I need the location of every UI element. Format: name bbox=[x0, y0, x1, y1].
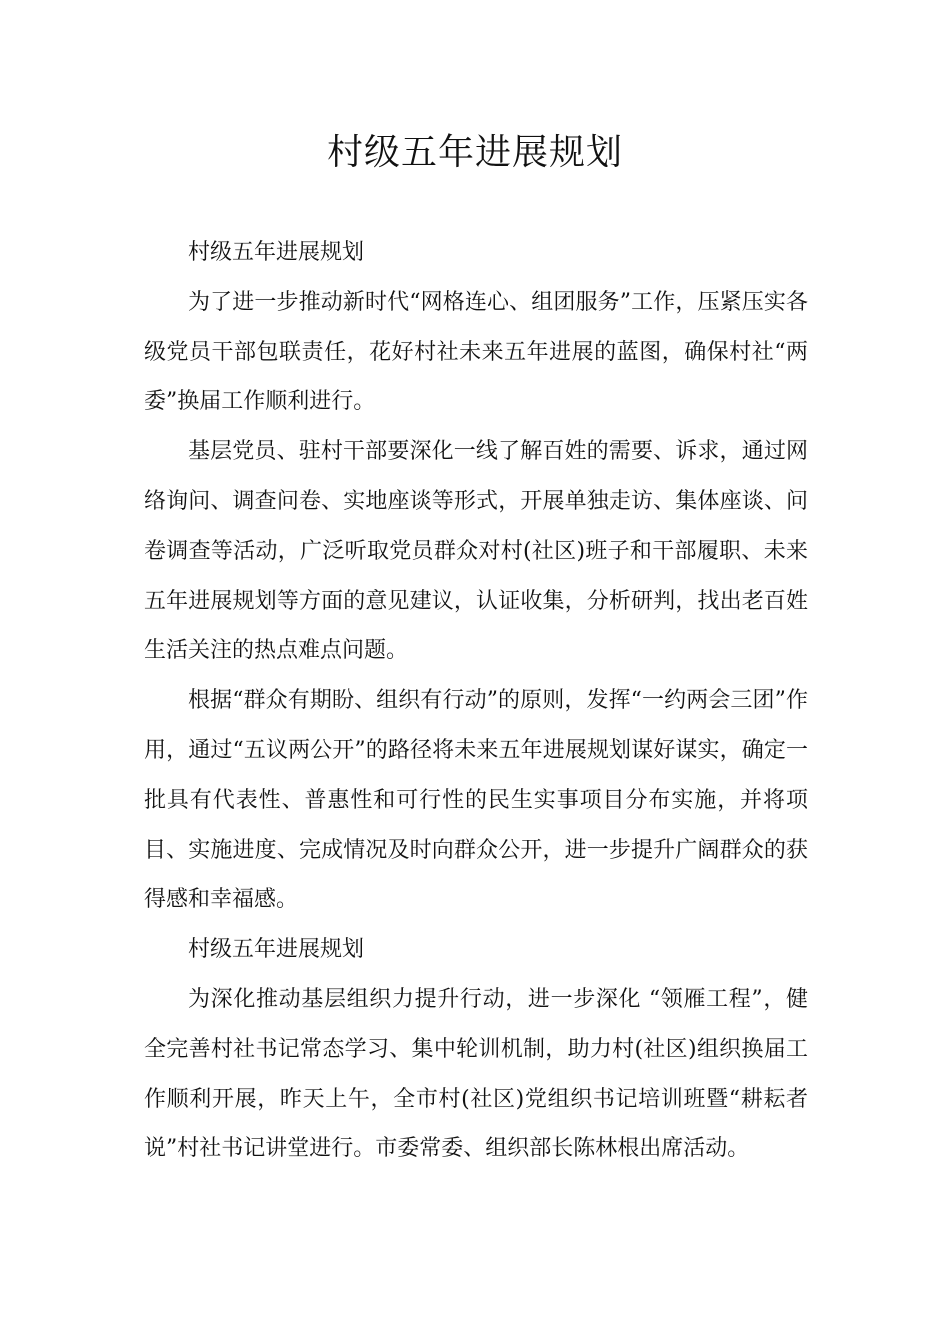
paragraph-4: 为深化推动基层组织力提升行动，进一步深化 “领雁工程”，健全完善村社书记常态学习、集中轮训机制，助力村(社区)组织换届工作顺利开展，昨天上午，全市村(社区)党组织书记培训班暨“耕耘者说”村社书记讲堂进行。市委常委、组织部长陈林根出席活动。 bbox=[144, 986, 808, 1162]
paragraph-3: 根据“群众有期盼、组织有行动”的原则，发挥“一约两会三团”作用，通过“五议两公开”的路径将未来五年进展规划谋好谋实，确定一批具有代表性、普惠性和可行性的民生实事项目分布实施，并将项目、实施进度、完成情况及时向群众公开，进一步提升广阔群众的获得感和幸福感。 bbox=[144, 688, 808, 913]
paragraph-1: 为了进一步推动新时代“网格连心、组团服务”工作，压紧压实各级党员干部包联责任，花好村社未来五年进展的蓝图，确保村社“两委”换届工作顺利进行。 bbox=[144, 289, 808, 415]
paragraph-subheading-2: 村级五年进展规划 bbox=[188, 937, 365, 963]
document-title: 村级五年进展规划 bbox=[326, 132, 623, 173]
paragraph-subheading-1: 村级五年进展规划 bbox=[188, 240, 365, 265]
paragraph-2: 基层党员、驻村干部要深化一线了解百姓的需要、诉求，通过网络询问、调查问卷、实地座谈等形式，开展单独走访、集体座谈、问卷调查等活动，广泛听取党员群众对村(社区)班子和干部履职、未来五年进展规划等方面的意见建议，认证收集，分析研判，找出老百姓生活关注的热点难点问题。 bbox=[144, 439, 808, 664]
document-body bbox=[144, 228, 808, 1174]
